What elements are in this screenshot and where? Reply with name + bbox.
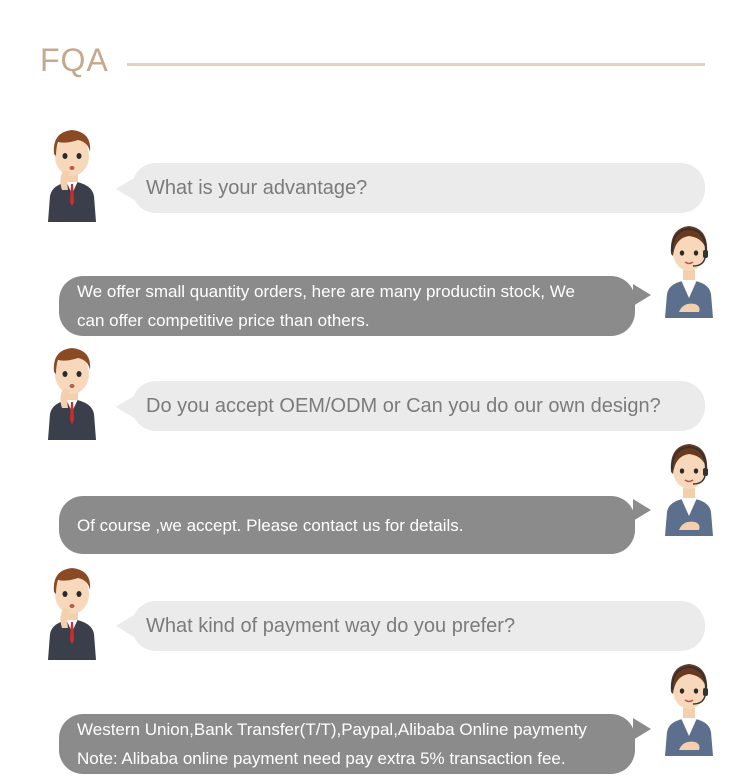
answer-line: We offer small quantity orders, here are many productin stock, We	[77, 282, 575, 301]
bubble-tail	[633, 718, 651, 740]
question-bubble	[132, 381, 705, 431]
businessman-icon	[44, 562, 100, 662]
answer-line: can offer competitive price than others.	[77, 311, 370, 330]
answer-bubble	[59, 496, 635, 554]
answer-bubble	[59, 714, 635, 774]
support-agent-icon	[661, 438, 717, 538]
answer-line: Western Union,Bank Transfer(T/T),Paypal,Alibaba Online paymenty	[77, 720, 587, 739]
page-title: FQA	[40, 42, 109, 78]
support-agent-icon	[661, 220, 717, 320]
businessman-icon	[44, 342, 100, 442]
bubble-tail	[633, 499, 651, 521]
question-text: What kind of payment way do you prefer?	[146, 614, 516, 637]
question-bubble	[132, 163, 705, 213]
answer-line: Of course ,we accept. Please contact us for details.	[77, 515, 464, 535]
answer-line: Note: Alibaba online payment need pay extra 5% transaction fee.	[77, 749, 566, 768]
question-bubble	[132, 601, 705, 651]
question-text: Do you accept OEM/ODM or Can you do our own design?	[146, 394, 661, 417]
answer-bubble	[59, 276, 635, 336]
title-divider	[127, 63, 705, 66]
question-text: What is your advantage?	[146, 176, 368, 199]
bubble-tail	[633, 284, 651, 306]
businessman-icon	[44, 124, 100, 224]
support-agent-icon	[661, 658, 717, 758]
